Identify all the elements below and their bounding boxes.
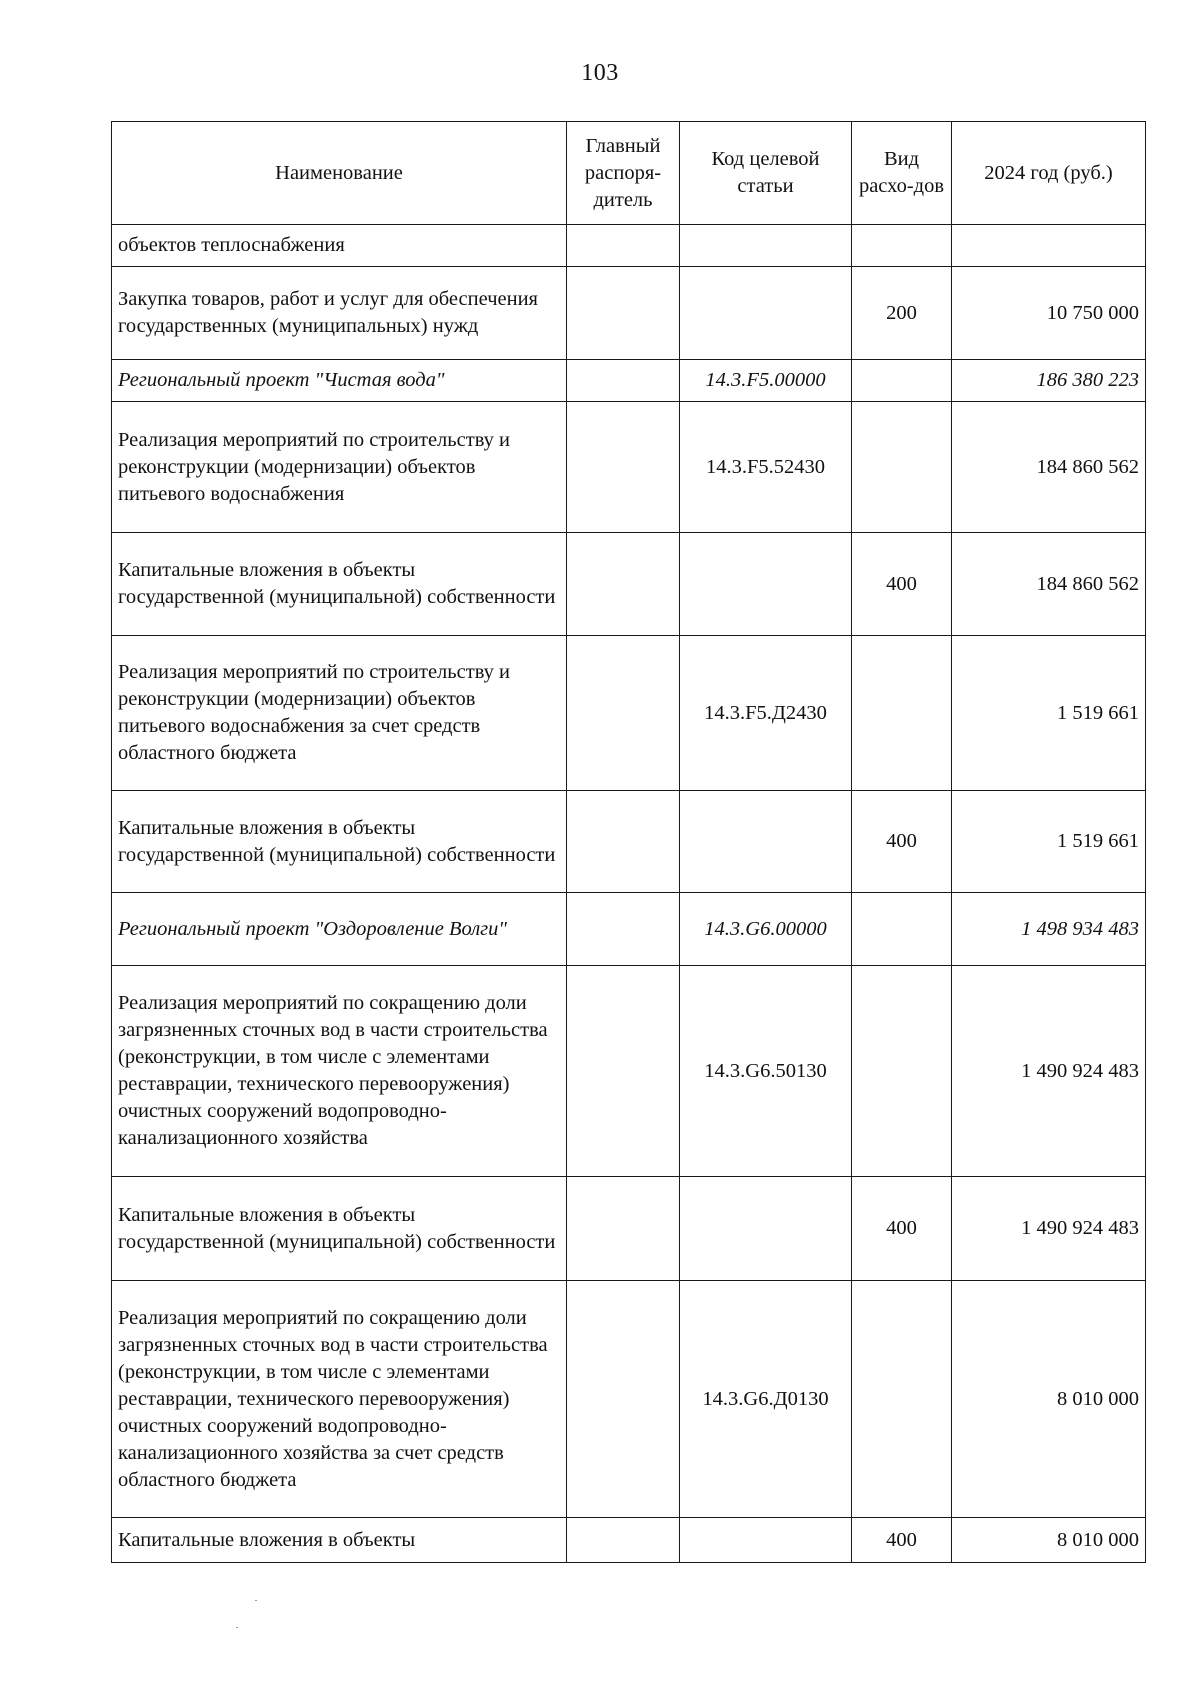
row-expense-type: 400 bbox=[852, 791, 952, 893]
row-amount: 184 860 562 bbox=[952, 402, 1146, 533]
row-target-code bbox=[680, 1518, 852, 1563]
row-main-manager bbox=[567, 791, 680, 893]
row-name: Реализация мероприятий по сокращению доли загрязненных сточных вод в части строительства (реконструкции, в том числе с элементами реставрации, технического перевооружения) очистных сооружений водопроводно-канализационного хозяйства bbox=[112, 966, 567, 1177]
row-main-manager bbox=[567, 533, 680, 636]
row-amount: 1 490 924 483 bbox=[952, 1177, 1146, 1281]
table-row bbox=[112, 402, 1146, 533]
table-row bbox=[112, 1177, 1146, 1281]
table-row bbox=[112, 267, 1146, 360]
row-name: Капитальные вложения в объекты государственной (муниципальной) собственности bbox=[112, 791, 567, 893]
header-main-manager: Главный распоря-дитель bbox=[567, 122, 680, 225]
row-name: Региональный проект "Чистая вода" bbox=[112, 360, 567, 402]
table-row bbox=[112, 636, 1146, 791]
row-expense-type bbox=[852, 966, 952, 1177]
row-name: Закупка товаров, работ и услуг для обеспечения государственных (муниципальных) нужд bbox=[112, 267, 567, 360]
row-amount: 186 380 223 bbox=[952, 360, 1146, 402]
row-main-manager bbox=[567, 225, 680, 267]
row-amount: 1 519 661 bbox=[952, 636, 1146, 791]
row-expense-type bbox=[852, 1281, 952, 1518]
scan-artifact bbox=[236, 1627, 238, 1628]
row-target-code: 14.3.G6.50130 bbox=[680, 966, 852, 1177]
row-name: Капитальные вложения в объекты bbox=[112, 1518, 567, 1563]
table-row bbox=[112, 893, 1146, 966]
row-target-code bbox=[680, 225, 852, 267]
scan-artifact bbox=[255, 1600, 257, 1601]
row-expense-type: 200 bbox=[852, 267, 952, 360]
table-row bbox=[112, 225, 1146, 267]
row-target-code: 14.3.F5.00000 bbox=[680, 360, 852, 402]
row-target-code bbox=[680, 533, 852, 636]
header-target-code: Код целевой статьи bbox=[680, 122, 852, 225]
row-expense-type: 400 bbox=[852, 1177, 952, 1281]
row-main-manager bbox=[567, 1177, 680, 1281]
row-target-code: 14.3.G6.00000 bbox=[680, 893, 852, 966]
row-main-manager bbox=[567, 1518, 680, 1563]
row-expense-type: 400 bbox=[852, 1518, 952, 1563]
row-name: Реализация мероприятий по строительству и реконструкции (модернизации) объектов питьевого водоснабжения за счет средств областного бюджета bbox=[112, 636, 567, 791]
budget-table bbox=[111, 121, 1146, 1563]
row-target-code bbox=[680, 1177, 852, 1281]
row-amount: 8 010 000 bbox=[952, 1281, 1146, 1518]
row-name: Региональный проект "Оздоровление Волги" bbox=[112, 893, 567, 966]
row-name: объектов теплоснабжения bbox=[112, 225, 567, 267]
row-amount: 10 750 000 bbox=[952, 267, 1146, 360]
row-target-code: 14.3.G6.Д0130 bbox=[680, 1281, 852, 1518]
row-target-code: 14.3.F5.52430 bbox=[680, 402, 852, 533]
row-target-code bbox=[680, 791, 852, 893]
table-row bbox=[112, 533, 1146, 636]
table-body bbox=[112, 225, 1146, 1563]
page-number: 103 bbox=[581, 60, 619, 86]
row-expense-type bbox=[852, 893, 952, 966]
header-row bbox=[112, 122, 1146, 225]
row-main-manager bbox=[567, 267, 680, 360]
row-name: Реализация мероприятий по сокращению доли загрязненных сточных вод в части строительства (реконструкции, в том числе с элементами реставрации, технического перевооружения) очистных сооружений водопроводно-канализационного хозяйства за счет средств областного бюджета bbox=[112, 1281, 567, 1518]
row-amount: 1 498 934 483 bbox=[952, 893, 1146, 966]
row-amount: 8 010 000 bbox=[952, 1518, 1146, 1563]
table-row bbox=[112, 360, 1146, 402]
row-expense-type bbox=[852, 402, 952, 533]
row-main-manager bbox=[567, 360, 680, 402]
table-row bbox=[112, 966, 1146, 1177]
row-main-manager bbox=[567, 893, 680, 966]
row-expense-type bbox=[852, 360, 952, 402]
row-expense-type: 400 bbox=[852, 533, 952, 636]
row-name: Капитальные вложения в объекты государственной (муниципальной) собственности bbox=[112, 533, 567, 636]
table-row bbox=[112, 1281, 1146, 1518]
table-row bbox=[112, 791, 1146, 893]
header-amount-2024: 2024 год (руб.) bbox=[952, 122, 1146, 225]
row-amount: 1 519 661 bbox=[952, 791, 1146, 893]
row-expense-type bbox=[852, 636, 952, 791]
row-main-manager bbox=[567, 636, 680, 791]
table-row bbox=[112, 1518, 1146, 1563]
row-main-manager bbox=[567, 1281, 680, 1518]
row-main-manager bbox=[567, 402, 680, 533]
row-target-code: 14.3.F5.Д2430 bbox=[680, 636, 852, 791]
row-main-manager bbox=[567, 966, 680, 1177]
row-name: Реализация мероприятий по строительству и реконструкции (модернизации) объектов питьевого водоснабжения bbox=[112, 402, 567, 533]
row-expense-type bbox=[852, 225, 952, 267]
row-target-code bbox=[680, 267, 852, 360]
row-amount bbox=[952, 225, 1146, 267]
row-name: Капитальные вложения в объекты государственной (муниципальной) собственности bbox=[112, 1177, 567, 1281]
row-amount: 184 860 562 bbox=[952, 533, 1146, 636]
header-name: Наименование bbox=[112, 122, 567, 225]
header-expense-type: Вид расхо-дов bbox=[852, 122, 952, 225]
row-amount: 1 490 924 483 bbox=[952, 966, 1146, 1177]
table-header bbox=[112, 122, 1146, 225]
